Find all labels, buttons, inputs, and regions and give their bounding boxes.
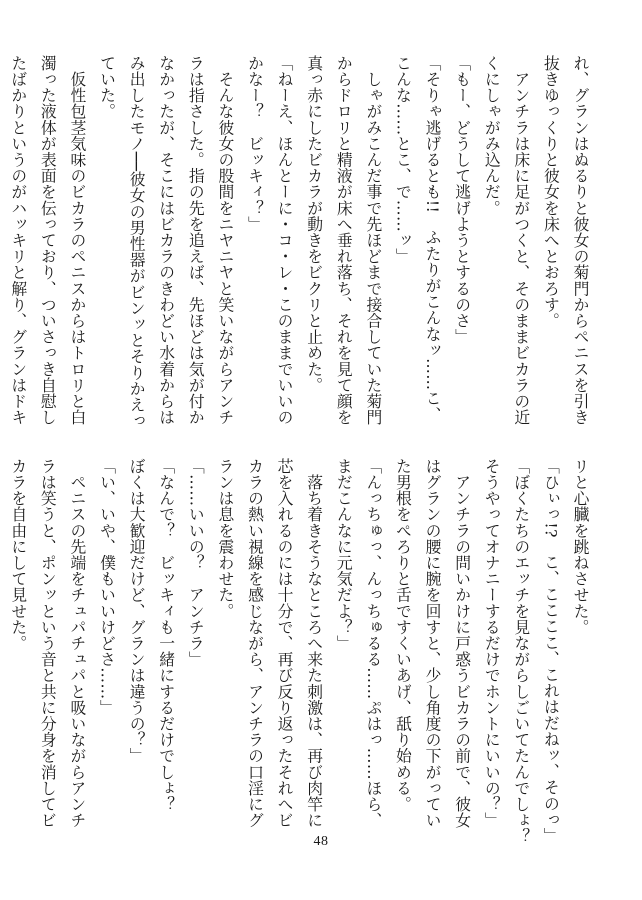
text-column: れ、グランはぬるりと彼女の菊門からペニスを引き <box>571 55 590 426</box>
text-column: ラは指さした。指の先を追えば、先ほどは気が付か <box>186 55 206 426</box>
text-column: 「そりゃ逃げるとも!! ふたりがこんなッ……こ、 <box>423 55 443 423</box>
text-column: ペニスの先端をチュパチュパと吸いながらアンチ <box>67 458 87 829</box>
text-column: ぼくは大歓迎だけど、グランは違うの？」 <box>127 458 147 764</box>
text-column: かなー？ ビッキィ？」 <box>245 55 265 233</box>
text-column: ランは息を震わせた。 <box>215 458 235 619</box>
text-column: アンチラの問いかけに戸惑うビカラの前で、彼女 <box>452 458 472 829</box>
text-column: リと心臓を跳ねさせた。 <box>571 458 590 636</box>
text-column: た男根をぺろりと舌ですくいあげ、舐り始める。 <box>393 458 413 813</box>
text-column: 「ねーえ、ほんとーに・コ・レ・このままでいいの <box>275 55 295 426</box>
text-column: そうやってオナニーするだけでホントにいいの？」 <box>482 458 502 829</box>
text-column: からドロリと精液が床へ垂れ落ち、それを見て顔を <box>334 55 354 426</box>
text-column: 芯を入れるのには十分で、再び反り返ったそれへビ <box>275 458 295 829</box>
text-column: そんな彼女の股間をニヤニヤと笑いながらアンチ <box>215 55 235 426</box>
text-column: 「もー、どうして逃げようとするのさ」 <box>452 55 472 345</box>
upper-text-block <box>3 55 595 429</box>
text-column: 仮性包茎気味のビカラのペニスからはトロリと白 <box>67 55 87 426</box>
text-column: 「なんで？ ビッキィも一緒にするだけでしょ？ <box>156 458 176 813</box>
text-column: まだこんなに元気だよ？」 <box>334 458 354 652</box>
text-column: はグランの腰に腕を回すと、少し角度の下がってい <box>423 458 443 829</box>
text-column: なかったが、そこにはビカラのきわどい水着からは <box>156 55 176 426</box>
text-column: こんな……とこ、で……ッ」 <box>393 55 413 265</box>
text-column: カラの熱い視線を感じながら、アンチラの口淫にグ <box>245 458 265 829</box>
text-column: くにしゃがみ込んだ。 <box>482 55 502 216</box>
text-column: み出したモノ──彼女の男性器がビンッとそりかえっ <box>127 55 147 429</box>
page-number: 48 <box>313 834 329 849</box>
text-column: 「ぼくたちのエッチを見ながらしごいてたんでしょ？ <box>511 458 531 845</box>
text-column: 「……いいの？ アンチラ」 <box>186 458 206 668</box>
text-column: 「ひぃっ!? こ、ここここ、これはだねッ、そのっ」 <box>541 458 561 844</box>
text-column: ラは笑うと、ポンッという音と共に分身を消してビ <box>38 458 58 829</box>
text-column: 「い、いや、僕もいいけどさ……」 <box>97 458 117 716</box>
text-column: 真っ赤にしたビカラが動きをビクリと止めた。 <box>304 55 324 394</box>
text-column: アンチラは床に足がつくと、そのままビカラの近 <box>511 55 531 426</box>
text-column: 落ち着きそうなところへ来た刺激は、再び肉竿に <box>304 458 324 829</box>
text-column: カラを自由にして見せた。 <box>8 458 28 652</box>
text-column: 「んっちゅっ、んっちゅるる……ぷはっ……ほら、 <box>363 458 383 829</box>
text-column: たばかりというのがハッキリと解り、グランはドキ <box>8 55 28 426</box>
text-column: しゃがみこんだ事で先ほどまで接合していた菊門 <box>363 55 383 426</box>
text-column: ていた。 <box>97 55 117 120</box>
text-column: 濁った液体が表面を伝っており、ついさっき自慰し <box>38 55 58 426</box>
text-column: 抜きゆっくりと彼女を床へとおろす。 <box>541 55 561 329</box>
